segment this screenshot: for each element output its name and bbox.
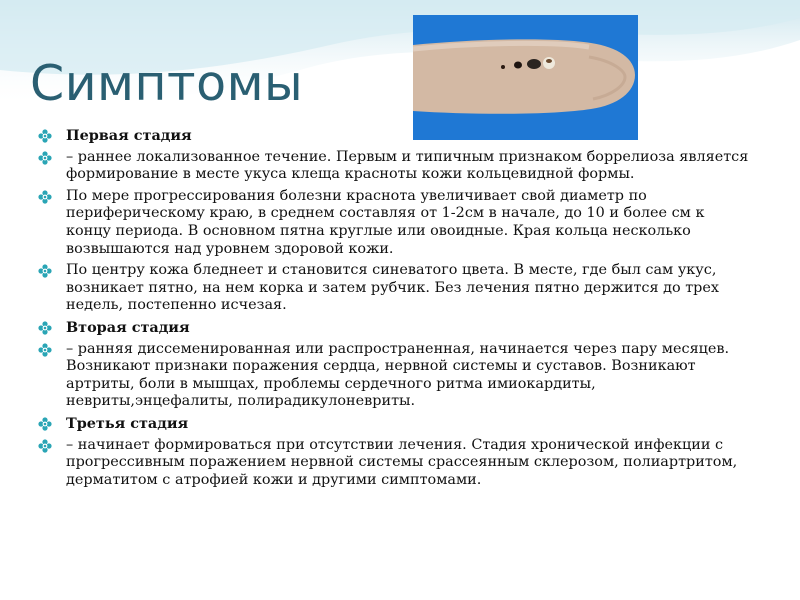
list-item-text: По центру кожа бледнеет и становится синеватого цвета. В месте, где был сам укус, возникает пятно, на нем корка и затем рубчик. Без лечения пятно держится до трех недель, постепенно исчезая.	[66, 262, 720, 314]
slide-title: Симптомы	[30, 55, 304, 112]
flower-bullet-icon	[38, 190, 52, 204]
list-item-text: – ранняя диссеменированная или распространенная, начинается через пару месяцев. Возникают признаки поражения сердца, нервной системы и суставов. Возникают артриты, боли в мышцах, проблемы сердечного ритма имиокардиты, невриты,энцефалиты, полирадикулоневриты.	[66, 340, 730, 410]
flower-bullet-icon	[38, 129, 52, 143]
list-item	[38, 149, 750, 184]
flower-bullet-icon	[38, 151, 52, 165]
list-item	[38, 188, 750, 258]
symptom-list	[38, 127, 750, 493]
list-item-text: Третья стадия	[66, 414, 189, 432]
list-item	[38, 341, 750, 411]
list-item-stage-2-heading	[38, 319, 750, 337]
flower-bullet-icon	[38, 321, 52, 335]
tick-photo	[413, 15, 638, 140]
list-item-stage-3-heading	[38, 415, 750, 433]
list-item-text: Вторая стадия	[66, 318, 190, 336]
list-item	[38, 262, 750, 315]
flower-bullet-icon	[38, 439, 52, 453]
flower-bullet-icon	[38, 343, 52, 357]
list-item-text: По мере прогрессирования болезни краснота увеличивает свой диаметр по периферическому краю, в среднем составляя от 1-2см в начале, до 10 и более см к концу периода. В основном пятна круглые или овоидные. Края кольца несколько возвышаются над уровнем здоровой кожи.	[66, 187, 705, 257]
list-item	[38, 437, 750, 490]
flower-bullet-icon	[38, 417, 52, 431]
flower-bullet-icon	[38, 264, 52, 278]
list-item-stage-1-heading	[38, 127, 750, 145]
list-item-text: – раннее локализованное течение. Первым и типичным признаком боррелиоза является формирование в месте укуса клеща красноты кожи кольцевидной формы.	[66, 148, 749, 183]
list-item-text: – начинает формироваться при отсутствии лечения. Стадия хронической инфекции с прогрессивным поражением нервной системы срассеянным склерозом, полиартритом, дерматитом с атрофией кожи и другими симптомами.	[66, 436, 738, 488]
list-item-text: Первая стадия	[66, 127, 192, 144]
